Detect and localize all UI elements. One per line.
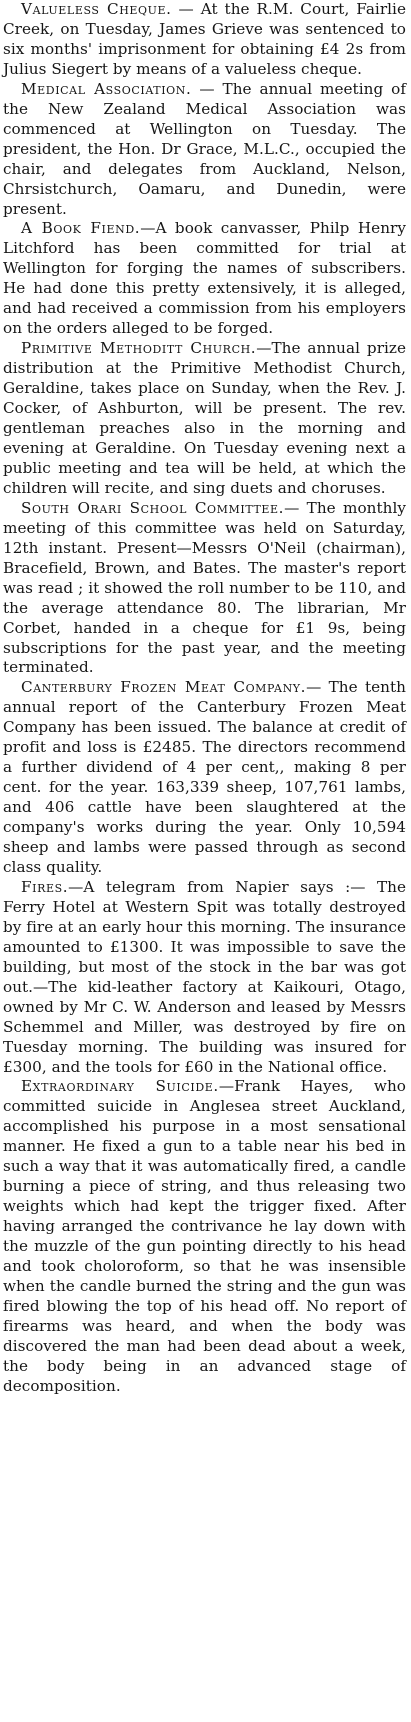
article-body: —A book canvasser, Philp Henry Litchford has been committed for trial at Wellington for forging the names of subscribers. He had done this pretty extensively, it is alleged, and had received a commission from his employers on the orders alleged to be forged.	[3, 219, 406, 338]
article-heading: A Book Fiend.	[21, 219, 141, 238]
article-body: — At the R.M. Court, Fairlie Creek, on Tuesday, James Grieve was sentenced to six months' imprisonment for obtaining £4 2s from Julius Siegert by means of a valueless cheque.	[3, 0, 406, 78]
article-body: —Frank Hayes, who committed suicide in Anglesea street Auckland, accomplished his purpose in a most sensational manner. He fixed a gun to a table near his bed in such a way that it was automatically fired, a candle burning a piece of string, and thus releasing two weights which had kept the trigger fixed. After having arranged the contrivance he lay down with the muzzle of the gun pointing directly to his head and took choloroform, so that he was insensible when the candle burned the string and the gun was fired blowing the top of his head off. No report of firearms was heard, and when the body was discovered the man had been dead about a week, the body being in an advanced stage of decomposition.	[3, 1077, 406, 1395]
article-book-fiend	[3, 219, 406, 339]
article-heading: Canterbury Frozen Meat Company.	[21, 678, 307, 697]
article-canterbury-frozen-meat-company	[3, 678, 406, 878]
article-fires	[3, 878, 406, 1078]
article-body: — The annual meeting of the New Zealand Medical Association was commenced at Wellington on Tuesday. The president, the Hon. Dr Grace, M.L.C., occupied the chair, and delegates from Auckland, Nelson, Chrsistchurch, Oamaru, and Dunedin, were present.	[3, 79, 407, 218]
article-valueless-cheque	[3, 0, 406, 80]
article-heading: South Orari School Committee.	[21, 498, 285, 517]
article-body: —A telegram from Napier says :— The Ferry Hotel at Western Spit was totally destroyed by fire at an early hour this morning. The insurance amounted to £1300. It was impossible to save the building, but most of the stock in the bar was got out.—The kid-leather factory at Kaikouri, Otago, owned by Mr C. W. Anderson and leased by Messrs Schemmel and Miller, was destroyed by fire on Tuesday morning. The building was insured for £300, and the tools for £60 in the National office.	[3, 877, 406, 1076]
article-body: — The tenth annual report of the Canterbury Frozen Meat Company has been issued. The balance at credit of profit and loss is £2485. The directors recommend a further dividend of 4 per cent,, making 8 per cent. for the year. 163,339 sheep, 107,761 lambs, and 406 cattle have been slaughtered at the company's works during the year. Only 10,594 sheep and lambs were passed through as second class quality.	[3, 678, 406, 876]
article-extraordinary-suicide	[3, 1077, 406, 1396]
article-heading: Valueless Cheque.	[21, 0, 172, 18]
article-heading: Fires.	[21, 877, 69, 896]
article-heading: Extraordinary Suicide.	[21, 1077, 219, 1096]
article-primitive-methodist-church	[3, 339, 406, 499]
article-medical-association	[3, 80, 406, 220]
article-body: —The annual prize distribution at the Primitive Methodist Church, Geraldine, takes place on Sunday, when the Rev. J. Cocker, of Ashburton, will be present. The rev. gentleman preaches also in the morning and evening at Geraldine. On Tuesday evening next a public meeting and tea will be held, at which the children will recite, and sing duets and choruses.	[3, 339, 406, 497]
article-body: — The monthly meeting of this committee was held on Saturday, 12th instant. Present—Messrs O'Neil (chairman), Bracefield, Brown, and Bates. The master's report was read ; it showed the roll number to be 110, and the average attendance 80. The librarian, Mr Corbet, handed in a cheque for £1 9s, being subscriptions for the past year, and the meeting terminated.	[3, 498, 406, 677]
article-south-orari-school-committee	[3, 499, 406, 679]
article-heading: Medical Association.	[21, 79, 192, 98]
article-heading: Primitive Methoditt Church.	[21, 339, 257, 358]
